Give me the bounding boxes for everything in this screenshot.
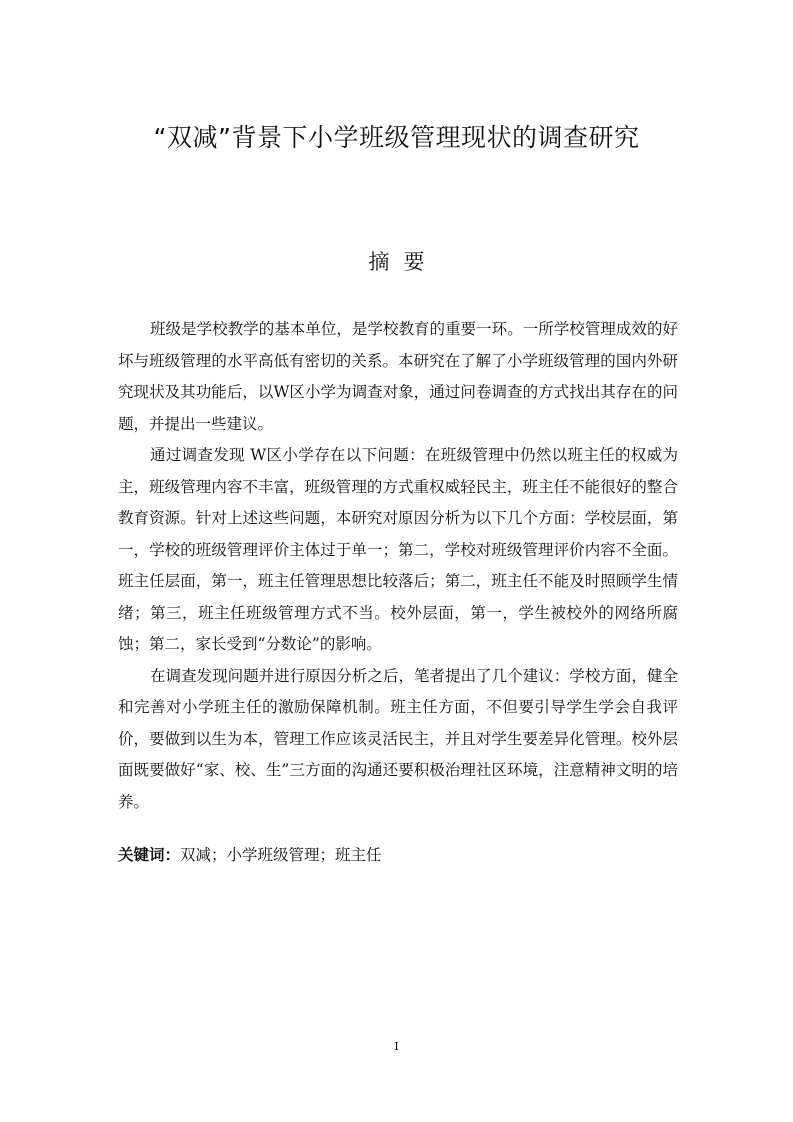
abstract-paragraph-3: 在调查发现问题并进行原因分析之后，笔者提出了几个建议：学校方面，健全和完善对小学班主任的激励保障机制。班主任方面，不但要引导学生学会自我评价，要做到以生为本，管理工作应该灵活民主，并且对学生要差异化管理。校外层面既要做好“家、校、生”三方面的沟通还要积极治理社区环境，注意精神文明的培养。 (118, 666, 678, 811)
page-number: I (394, 1040, 399, 1053)
keywords-value: 双减；小学班级管理；班主任 (180, 846, 382, 864)
abstract-paragraph-1: 班级是学校教学的基本单位，是学校教育的重要一环。一所学校管理成效的好坏与班级管理的水平高低有密切的关系。本研究在了解了小学班级管理的国内外研究现状及其功能后，以W区小学为调查对象，通过问卷调查的方式找出其存在的问题，并提出一些建议。 (118, 320, 678, 433)
keywords-label: 关键词： (118, 846, 181, 864)
keywords-line (118, 841, 678, 869)
abstract-heading: 摘要 (368, 250, 439, 274)
document-title: “双减”背景下小学班级管理现状的调查研究 (153, 123, 640, 152)
abstract-paragraph-2: 通过调查发现 W区小学存在以下问题：在班级管理中仍然以班主任的权威为主，班级管理内容不丰富，班级管理的方式重权威轻民主，班主任不能很好的整合教育资源。针对上述这些问题，本研究对原因分析为以下几个方面：学校层面，第一，学校的班级管理评价主体过于单一；第二，学校对班级管理评价内容不全面。班主任层面，第一，班主任管理思想比较落后；第二，班主任不能及时照顾学生情绪；第三，班主任班级管理方式不当。校外层面，第一，学生被校外的网络所腐蚀；第二，家长受到“分数论”的影响。 (118, 446, 678, 653)
abstract-body (118, 314, 678, 818)
